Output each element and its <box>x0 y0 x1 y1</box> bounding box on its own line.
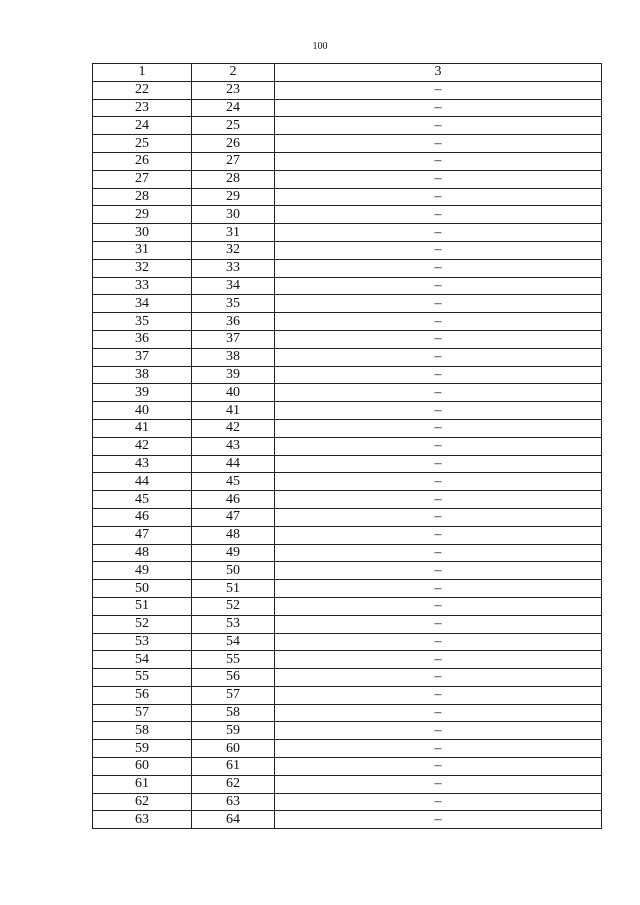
table-cell-col1: 51 <box>93 597 192 615</box>
table-cell-col1: 42 <box>93 437 192 455</box>
table-cell-col1: 37 <box>93 348 192 366</box>
table-cell-col3: – <box>275 455 602 473</box>
table-cell-col2: 43 <box>192 437 275 455</box>
table-cell-col3: – <box>275 811 602 829</box>
table-cell-col2: 51 <box>192 580 275 598</box>
table-cell-col2: 30 <box>192 206 275 224</box>
table-row <box>93 722 602 740</box>
table-cell-col2: 53 <box>192 615 275 633</box>
table-cell-col3: – <box>275 135 602 153</box>
table-cell-col3: – <box>275 686 602 704</box>
table-row <box>93 295 602 313</box>
table-row <box>93 437 602 455</box>
table-row <box>93 775 602 793</box>
table-cell-col2: 56 <box>192 669 275 687</box>
table-cell-col2: 24 <box>192 99 275 117</box>
table-header-row <box>93 64 602 82</box>
table-cell-col3: – <box>275 81 602 99</box>
table-cell-col1: 41 <box>93 419 192 437</box>
table-cell-col2: 25 <box>192 117 275 135</box>
table-cell-col2: 29 <box>192 188 275 206</box>
table-cell-col2: 40 <box>192 384 275 402</box>
table-cell-col2: 48 <box>192 526 275 544</box>
table-row <box>93 508 602 526</box>
table-cell-col2: 23 <box>192 81 275 99</box>
table-cell-col3: – <box>275 544 602 562</box>
table-cell-col1: 26 <box>93 152 192 170</box>
table-cell-col1: 58 <box>93 722 192 740</box>
table-cell-col1: 47 <box>93 526 192 544</box>
column-header-2: 2 <box>192 64 275 82</box>
table-row <box>93 348 602 366</box>
table-cell-col1: 53 <box>93 633 192 651</box>
table-cell-col3: – <box>275 758 602 776</box>
table-cell-col2: 27 <box>192 152 275 170</box>
table-row <box>93 758 602 776</box>
table-cell-col3: – <box>275 491 602 509</box>
table-cell-col2: 41 <box>192 402 275 420</box>
table-row <box>93 811 602 829</box>
table-cell-col2: 46 <box>192 491 275 509</box>
table-cell-col1: 27 <box>93 170 192 188</box>
table-cell-col3: – <box>275 793 602 811</box>
table-cell-col1: 28 <box>93 188 192 206</box>
table-cell-col3: – <box>275 295 602 313</box>
table-cell-col3: – <box>275 669 602 687</box>
table-cell-col2: 45 <box>192 473 275 491</box>
table-cell-col2: 28 <box>192 170 275 188</box>
table-cell-col1: 38 <box>93 366 192 384</box>
table-cell-col1: 43 <box>93 455 192 473</box>
table-cell-col1: 45 <box>93 491 192 509</box>
table-cell-col3: – <box>275 259 602 277</box>
table-row <box>93 491 602 509</box>
table-row <box>93 704 602 722</box>
table-cell-col3: – <box>275 526 602 544</box>
table-cell-col3: – <box>275 473 602 491</box>
table-cell-col2: 44 <box>192 455 275 473</box>
table-cell-col2: 60 <box>192 740 275 758</box>
table-cell-col1: 25 <box>93 135 192 153</box>
table-cell-col1: 60 <box>93 758 192 776</box>
table-cell-col2: 36 <box>192 313 275 331</box>
table-cell-col2: 54 <box>192 633 275 651</box>
table-row <box>93 473 602 491</box>
table-row <box>93 81 602 99</box>
table-cell-col1: 62 <box>93 793 192 811</box>
table-cell-col2: 42 <box>192 419 275 437</box>
table-row <box>93 117 602 135</box>
table-cell-col3: – <box>275 330 602 348</box>
table-cell-col2: 39 <box>192 366 275 384</box>
table-cell-col2: 33 <box>192 259 275 277</box>
table-cell-col3: – <box>275 508 602 526</box>
table-row <box>93 740 602 758</box>
table-cell-col1: 39 <box>93 384 192 402</box>
table-cell-col3: – <box>275 313 602 331</box>
table-row <box>93 669 602 687</box>
page-number: 100 <box>312 41 328 52</box>
table-cell-col1: 34 <box>93 295 192 313</box>
table-cell-col3: – <box>275 206 602 224</box>
table-row <box>93 455 602 473</box>
table-row <box>93 241 602 259</box>
table-cell-col1: 59 <box>93 740 192 758</box>
table-cell-col1: 57 <box>93 704 192 722</box>
table-cell-col3: – <box>275 366 602 384</box>
table-cell-col3: – <box>275 277 602 295</box>
table-row <box>93 170 602 188</box>
table-row <box>93 384 602 402</box>
table-cell-col3: – <box>275 651 602 669</box>
table-row <box>93 651 602 669</box>
table-cell-col3: – <box>275 615 602 633</box>
table-cell-col1: 49 <box>93 562 192 580</box>
table-cell-col3: – <box>275 152 602 170</box>
table-row <box>93 615 602 633</box>
data-table <box>92 63 602 829</box>
table-cell-col1: 23 <box>93 99 192 117</box>
table-cell-col3: – <box>275 241 602 259</box>
table-row <box>93 135 602 153</box>
table-cell-col1: 48 <box>93 544 192 562</box>
table-cell-col3: – <box>275 419 602 437</box>
table-row <box>93 366 602 384</box>
table-cell-col1: 61 <box>93 775 192 793</box>
table-cell-col3: – <box>275 740 602 758</box>
table-cell-col1: 36 <box>93 330 192 348</box>
table-cell-col1: 33 <box>93 277 192 295</box>
table-cell-col2: 64 <box>192 811 275 829</box>
table-cell-col1: 30 <box>93 224 192 242</box>
table-cell-col3: – <box>275 384 602 402</box>
table-cell-col2: 37 <box>192 330 275 348</box>
table-cell-col2: 35 <box>192 295 275 313</box>
table-cell-col1: 55 <box>93 669 192 687</box>
table-cell-col2: 31 <box>192 224 275 242</box>
table-cell-col2: 26 <box>192 135 275 153</box>
table-row <box>93 793 602 811</box>
table-cell-col2: 55 <box>192 651 275 669</box>
table-cell-col1: 44 <box>93 473 192 491</box>
table-cell-col2: 49 <box>192 544 275 562</box>
table-cell-col1: 32 <box>93 259 192 277</box>
table-cell-col3: – <box>275 437 602 455</box>
table-cell-col2: 62 <box>192 775 275 793</box>
table-cell-col1: 35 <box>93 313 192 331</box>
table-cell-col2: 59 <box>192 722 275 740</box>
table-cell-col1: 40 <box>93 402 192 420</box>
table-row <box>93 562 602 580</box>
table-cell-col2: 38 <box>192 348 275 366</box>
table-cell-col2: 32 <box>192 241 275 259</box>
table-cell-col3: – <box>275 224 602 242</box>
table-cell-col3: – <box>275 580 602 598</box>
table-cell-col3: – <box>275 348 602 366</box>
table-row <box>93 152 602 170</box>
table-cell-col3: – <box>275 633 602 651</box>
table-row <box>93 330 602 348</box>
table-row <box>93 686 602 704</box>
table-cell-col1: 56 <box>93 686 192 704</box>
table-row <box>93 544 602 562</box>
table-cell-col3: – <box>275 402 602 420</box>
table-cell-col3: – <box>275 188 602 206</box>
table-cell-col3: – <box>275 170 602 188</box>
table-cell-col2: 57 <box>192 686 275 704</box>
column-header-1: 1 <box>93 64 192 82</box>
column-header-3: 3 <box>275 64 602 82</box>
table-cell-col2: 63 <box>192 793 275 811</box>
table-cell-col3: – <box>275 562 602 580</box>
table-row <box>93 419 602 437</box>
table-row <box>93 224 602 242</box>
table-cell-col3: – <box>275 597 602 615</box>
table-cell-col2: 52 <box>192 597 275 615</box>
table-row <box>93 259 602 277</box>
table-cell-col1: 50 <box>93 580 192 598</box>
table-cell-col1: 54 <box>93 651 192 669</box>
table-cell-col3: – <box>275 99 602 117</box>
table-cell-col1: 24 <box>93 117 192 135</box>
table-cell-col2: 50 <box>192 562 275 580</box>
table-row <box>93 206 602 224</box>
table-row <box>93 188 602 206</box>
table-cell-col3: – <box>275 722 602 740</box>
table-row <box>93 580 602 598</box>
table-cell-col3: – <box>275 117 602 135</box>
table-cell-col2: 34 <box>192 277 275 295</box>
table-row <box>93 313 602 331</box>
table-row <box>93 277 602 295</box>
table-row <box>93 633 602 651</box>
table-cell-col2: 61 <box>192 758 275 776</box>
table-cell-col2: 58 <box>192 704 275 722</box>
table-row <box>93 99 602 117</box>
table-row <box>93 402 602 420</box>
table-row <box>93 526 602 544</box>
table-cell-col1: 29 <box>93 206 192 224</box>
table-body <box>93 81 602 828</box>
table-cell-col1: 22 <box>93 81 192 99</box>
table-cell-col1: 52 <box>93 615 192 633</box>
table-cell-col1: 63 <box>93 811 192 829</box>
table-cell-col1: 31 <box>93 241 192 259</box>
table-cell-col3: – <box>275 704 602 722</box>
table-row <box>93 597 602 615</box>
table-cell-col2: 47 <box>192 508 275 526</box>
table-cell-col1: 46 <box>93 508 192 526</box>
table-cell-col3: – <box>275 775 602 793</box>
